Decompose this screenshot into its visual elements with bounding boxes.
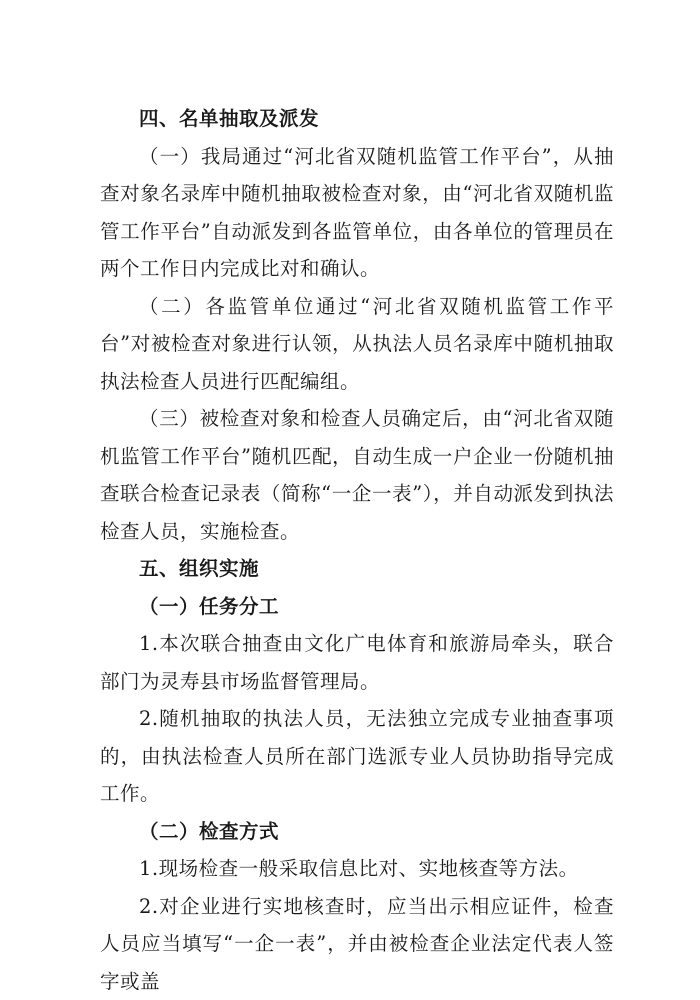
subsection-heading: （二）检查方式 <box>100 813 614 851</box>
paragraph: （二）各监管单位通过“河北省双随机监管工作平台”对被检查对象进行认领，从执法人员名录库中随机抽取执法检查人员进行匹配编组。 <box>100 288 614 401</box>
paragraph: （三）被检查对象和检查人员确定后，由“河北省双随机监管工作平台”随机匹配，自动生成一户企业一份随机抽查联合检查记录表（简称“一企一表”），并自动派发到执法检查人员，实施检查。 <box>100 400 614 550</box>
subsection-heading: （一）任务分工 <box>100 588 614 626</box>
paragraph: 1.现场检查一般采取信息比对、实地核查等方法。 <box>100 850 614 888</box>
paragraph: 2.对企业进行实地核查时，应当出示相应证件，检查人员应当填写“一企一表”，并由被检查企业法定代表人签字或盖 <box>100 888 614 1000</box>
paragraph: （一）我局通过“河北省双随机监管工作平台”，从抽查对象名录库中随机抽取被检查对象，由“河北省双随机监管工作平台”自动派发到各监管单位，由各单位的管理员在两个工作日内完成比对和确认。 <box>100 138 614 288</box>
section-heading-5: 五、组织实施 <box>100 550 614 588</box>
paragraph: 1.本次联合抽查由文化广电体育和旅游局牵头，联合部门为灵寿县市场监督管理局。 <box>100 625 614 700</box>
paragraph: 2.随机抽取的执法人员，无法独立完成专业抽查事项的，由执法检查人员所在部门选派专业人员协助指导完成工作。 <box>100 700 614 813</box>
document-body <box>100 100 614 1000</box>
section-heading-4: 四、名单抽取及派发 <box>100 100 614 138</box>
